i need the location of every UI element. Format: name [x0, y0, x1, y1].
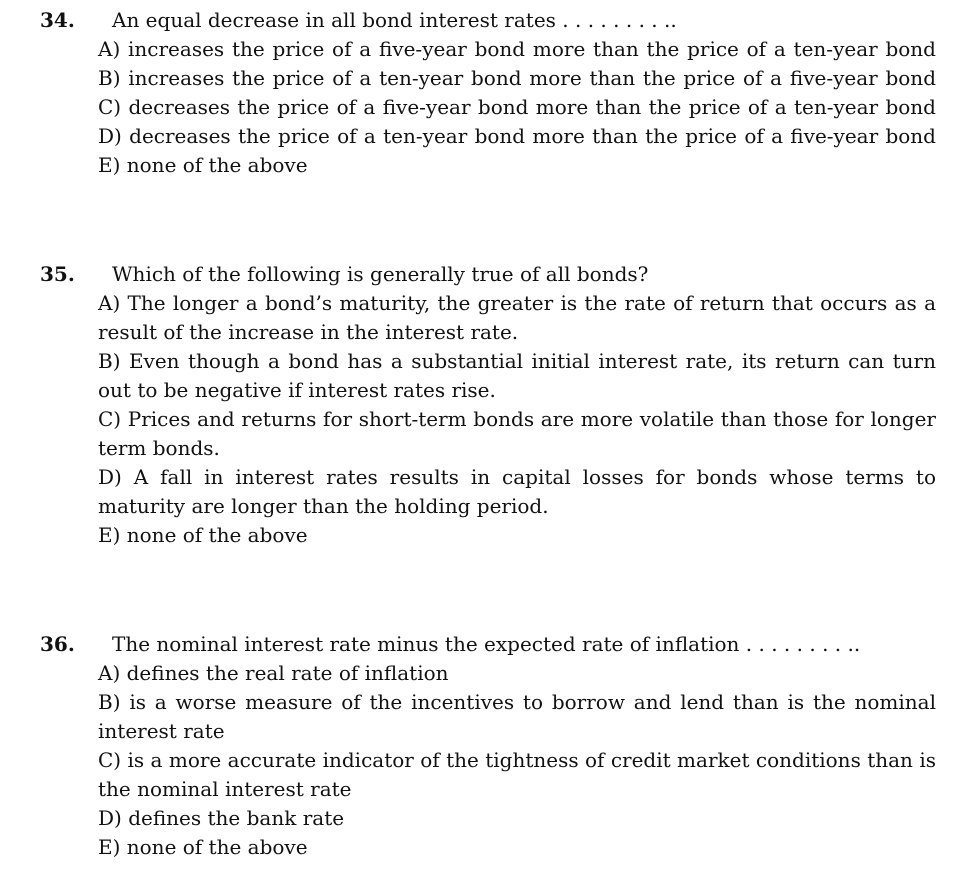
- answer-options: [98, 289, 936, 550]
- option-e: E) none of the above: [98, 153, 308, 177]
- option-c: C) Prices and returns for short-term bonds are more volatile than those for longer term bonds.: [98, 407, 936, 460]
- question-stem: An equal decrease in all bond interest rates . . . . . . . . ..: [112, 8, 677, 32]
- question-number: 34.: [40, 8, 75, 32]
- option-a: A) defines the real rate of inflation: [98, 661, 449, 685]
- question-number: 36.: [40, 632, 75, 656]
- answer-options: [98, 35, 936, 180]
- option-c: C) is a more accurate indicator of the tightness of credit market conditions than is the nominal interest rate: [98, 748, 936, 801]
- option-b: B) increases the price of a ten-year bond more than the price of a five-year bond: [98, 66, 936, 90]
- option-c: C) decreases the price of a five-year bond more than the price of a ten-year bond: [98, 95, 936, 119]
- option-d: D) A fall in interest rates results in capital losses for bonds whose terms to maturity are longer than the holding period.: [98, 465, 936, 518]
- question-stem: The nominal interest rate minus the expected rate of inflation . . . . . . . . ..: [112, 632, 861, 656]
- answer-options: [98, 659, 936, 862]
- question-number: 35.: [40, 262, 75, 286]
- option-b: B) Even though a bond has a substantial initial interest rate, its return can turn out to be negative if interest rates rise.: [98, 349, 936, 402]
- option-a: A) The longer a bond’s maturity, the greater is the rate of return that occurs as a result of the increase in the interest rate.: [98, 291, 936, 344]
- question-stem: Which of the following is generally true of all bonds?: [112, 262, 649, 286]
- option-d: D) defines the bank rate: [98, 806, 345, 830]
- option-e: E) none of the above: [98, 835, 308, 859]
- option-e: E) none of the above: [98, 523, 308, 547]
- option-b: B) is a worse measure of the incentives to borrow and lend than is the nominal interest rate: [98, 690, 936, 743]
- option-d: D) decreases the price of a ten-year bond more than the price of a five-year bond: [98, 124, 936, 148]
- option-a: A) increases the price of a five-year bond more than the price of a ten-year bond: [98, 37, 936, 61]
